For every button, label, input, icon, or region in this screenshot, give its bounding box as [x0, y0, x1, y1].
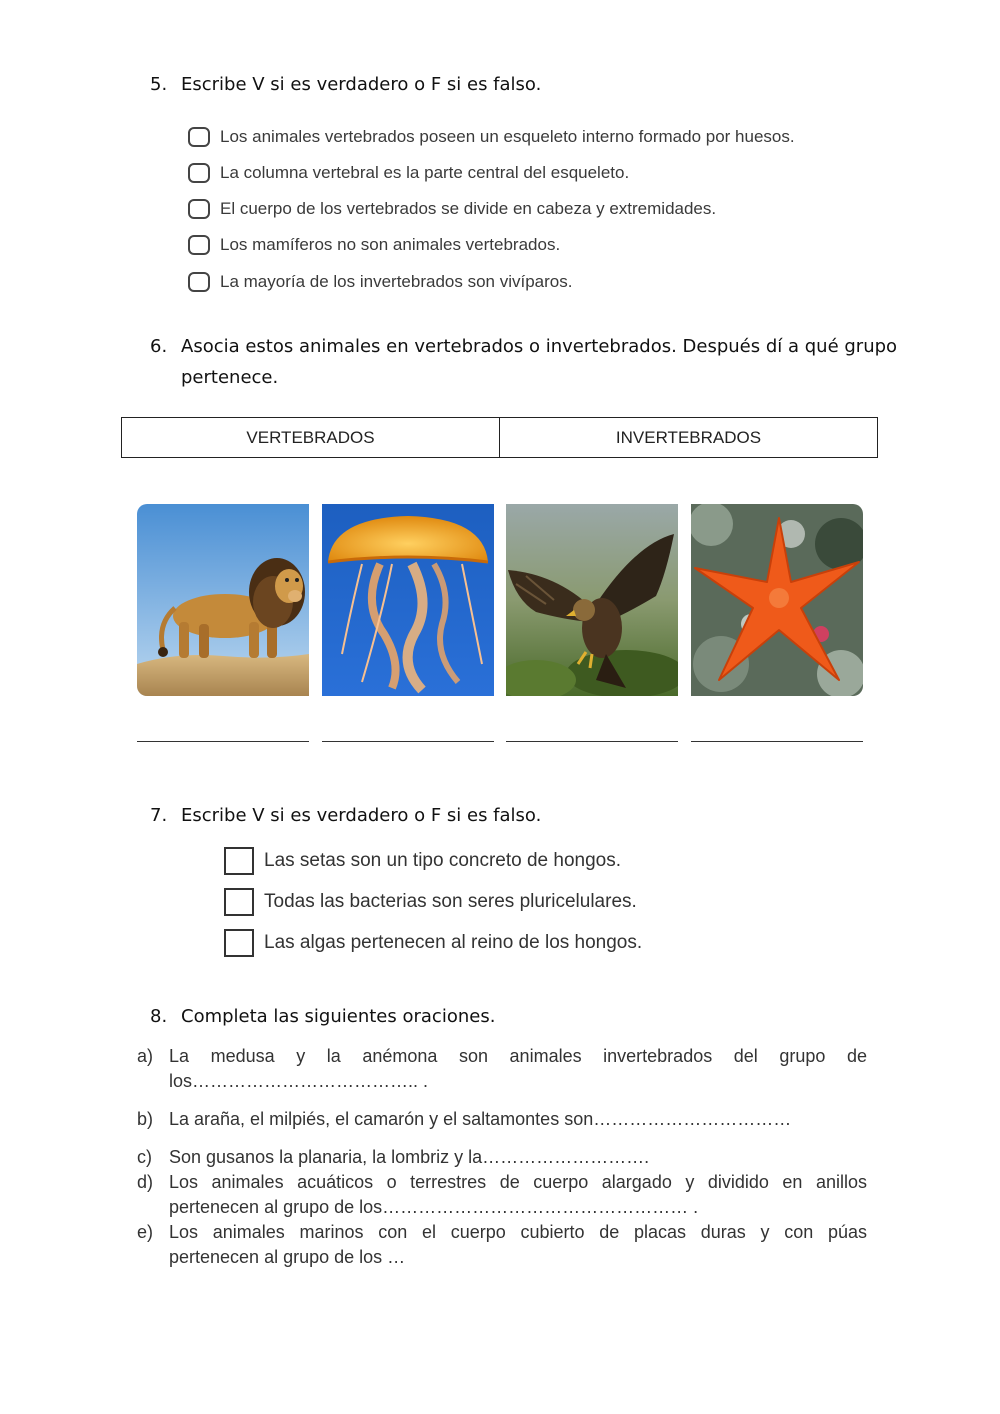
true-false-item: [188, 160, 629, 186]
sentence-text[interactable]: La araña, el milpiés, el camarón y el saltamontes son……………………………: [169, 1109, 792, 1129]
sentence-text[interactable]: Son gusanos la planaria, la lombriz y la……………………….: [169, 1147, 650, 1167]
answer-line[interactable]: [137, 741, 309, 742]
sentence-item: [137, 1044, 867, 1094]
eagle-photo: [506, 504, 678, 696]
answer-checkbox[interactable]: [188, 272, 210, 292]
question-number: 6.: [150, 336, 168, 357]
classification-table: [121, 417, 878, 458]
question-number: 8.: [150, 1006, 168, 1027]
lion-photo: [137, 504, 309, 696]
sentence-item: [137, 1107, 867, 1132]
answer-checkbox[interactable]: [224, 847, 254, 875]
sentence-label: a): [137, 1046, 154, 1066]
question-6-title: [150, 336, 897, 357]
invertebrates-column-header[interactable]: INVERTEBRADOS: [500, 418, 878, 458]
sentence-blank-line[interactable]: los……………………………….. .: [169, 1071, 429, 1091]
true-false-item: [188, 269, 572, 295]
answer-checkbox[interactable]: [188, 235, 210, 255]
question-number: 5.: [150, 74, 168, 95]
question-text: Asocia estos animales en vertebrados o invertebrados. Después dí a qué grupo: [181, 336, 898, 357]
true-false-item: [188, 232, 560, 258]
sentence-item: [137, 1145, 867, 1170]
true-false-item: [224, 927, 642, 959]
answer-checkbox[interactable]: [188, 163, 210, 183]
sentence-item: [137, 1220, 867, 1270]
question-number: 7.: [150, 805, 168, 826]
answer-checkbox[interactable]: [224, 929, 254, 957]
question-8-title: [150, 1006, 495, 1027]
true-false-item: [224, 845, 621, 877]
sentence-label: e): [137, 1222, 154, 1242]
statement-text: Las algas pertenecen al reino de los hongos.: [264, 932, 643, 953]
statement-text: Las setas son un tipo concreto de hongos.: [264, 850, 622, 871]
sentence-blank-line[interactable]: pertenecen al grupo de los …: [169, 1247, 406, 1267]
true-false-item: [188, 124, 795, 150]
statement-text: La mayoría de los invertebrados son vivíparos.: [220, 272, 573, 291]
sentence-text: La medusa y la anémona son animales invertebrados del grupo de: [169, 1046, 867, 1066]
question-7-title: [150, 805, 541, 826]
statement-text: La columna vertebral es la parte central del esqueleto.: [220, 163, 630, 182]
sentence-label: b): [137, 1109, 154, 1129]
sentence-text: Los animales acuáticos o terrestres de cuerpo alargado y dividido en anillos: [169, 1172, 867, 1192]
answer-line[interactable]: [506, 741, 678, 742]
true-false-item: [188, 196, 716, 222]
question-6-title-continued: pertenece.: [181, 367, 279, 388]
statement-text: El cuerpo de los vertebrados se divide en cabeza y extremidades.: [220, 199, 717, 218]
vertebrates-column-header[interactable]: VERTEBRADOS: [122, 418, 500, 458]
answer-line[interactable]: [691, 741, 863, 742]
sentence-text: Los animales marinos con el cuerpo cubierto de placas duras y con púas: [169, 1222, 867, 1242]
answer-checkbox[interactable]: [224, 888, 254, 916]
sentence-blank-line[interactable]: pertenecen al grupo de los…………………………………………… .: [169, 1197, 699, 1217]
question-5-title: [150, 74, 541, 95]
answer-checkbox[interactable]: [188, 127, 210, 147]
true-false-item: [224, 886, 637, 918]
answer-line[interactable]: [322, 741, 494, 742]
question-text: Escribe V si es verdadero o F si es falso.: [181, 805, 542, 826]
sentence-label: d): [137, 1172, 154, 1192]
answer-checkbox[interactable]: [188, 199, 210, 219]
question-text: Escribe V si es verdadero o F si es falso.: [181, 74, 542, 95]
statement-text: Todas las bacterias son seres pluricelulares.: [264, 891, 637, 912]
statement-text: Los mamíferos no son animales vertebrados.: [220, 235, 561, 254]
jellyfish-photo: [322, 504, 494, 696]
statement-text: Los animales vertebrados poseen un esqueleto interno formado por huesos.: [220, 127, 795, 146]
sentence-item: [137, 1170, 867, 1220]
question-text: Completa las siguientes oraciones.: [181, 1006, 496, 1027]
sentence-label: c): [137, 1147, 152, 1167]
starfish-photo: [691, 504, 863, 696]
